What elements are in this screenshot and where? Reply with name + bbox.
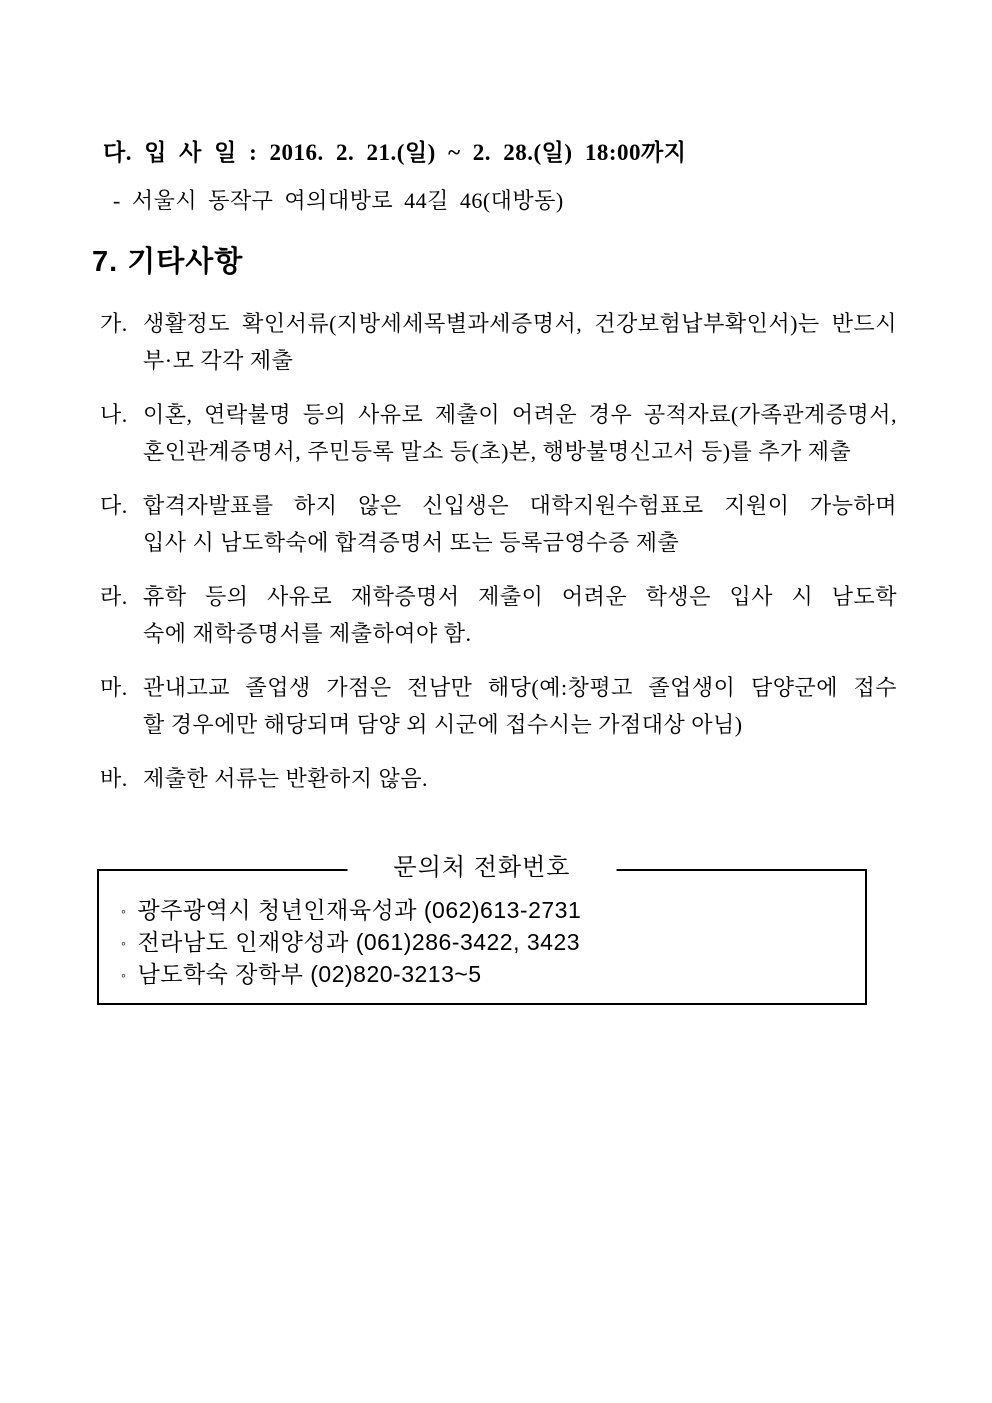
list-item-ba (100, 760, 897, 797)
item-line-1: 합격자발표를 하지 않은 신입생은 대학지원수험표로 지원이 가능하며 (143, 493, 897, 518)
contact-entry-namdo (121, 959, 847, 991)
contact-box (97, 854, 867, 1005)
contact-entry-jeonnam (121, 927, 847, 959)
contact-box-title: 문의처 전화번호 (348, 854, 617, 882)
item-line-2: 할 경우에만 해당되며 담양 외 시군에 접수시는 가점대상 아님) (143, 712, 743, 737)
item-line-1: 휴학 등의 사유로 재학증명서 제출이 어려운 학생은 입사 시 남도학 (143, 584, 897, 609)
entry-date-line: 다. 입 사 일 : 2016. 2. 21.(일) ~ 2. 28.(일) 18:00까지 (103, 140, 687, 165)
contact-entry-text: 광주광역시 청년인재육성과 (062)613-2731 (137, 897, 582, 923)
item-label: 다. (100, 493, 128, 518)
circle-bullet-icon: ◦ (121, 903, 127, 919)
section-heading: 7. 기타사항 (92, 246, 244, 278)
other-items-list (100, 305, 897, 797)
contact-entry-text: 남도학숙 장학부 (02)820-3213~5 (137, 961, 482, 987)
list-item-da (100, 487, 897, 561)
item-label: 마. (100, 675, 128, 700)
list-item-ra (100, 578, 897, 652)
contact-entry-gwangju (121, 895, 847, 927)
item-label: 나. (100, 402, 128, 427)
item-line-2: 혼인관계증명서, 주민등록 말소 등(초)본, 행방불명신고서 등)를 추가 제출 (143, 439, 852, 464)
item-line-1: 제출한 서류는 반환하지 않음. (143, 766, 429, 791)
item-line-2: 부·모 각각 제출 (143, 348, 294, 373)
item-line-1: 이혼, 연락불명 등의 사유로 제출이 어려운 경우 공적자료(가족관계증명서, (143, 402, 897, 427)
item-line-2: 입사 시 남도학숙에 합격증명서 또는 등록금영수증 제출 (143, 530, 680, 555)
circle-bullet-icon: ◦ (121, 935, 127, 951)
address-line: - 서울시 동작구 여의대방로 44길 46(대방동) (113, 188, 564, 213)
item-label: 가. (100, 311, 128, 336)
list-item-ga (100, 305, 897, 379)
item-label: 라. (100, 584, 128, 609)
item-line-2: 숙에 재학증명서를 제출하여야 함. (143, 621, 472, 646)
circle-bullet-icon: ◦ (121, 967, 127, 983)
item-line-1: 생활정도 확인서류(지방세세목별과세증명서, 건강보험납부확인서)는 반드시 (143, 311, 897, 336)
contact-entry-text: 전라남도 인재양성과 (061)286-3422, 3423 (137, 929, 581, 955)
item-line-1: 관내고교 졸업생 가점은 전남만 해당(예:창평고 졸업생이 담양군에 접수 (143, 675, 897, 700)
list-item-ma (100, 669, 897, 743)
item-label: 바. (100, 766, 128, 791)
list-item-na (100, 396, 897, 470)
